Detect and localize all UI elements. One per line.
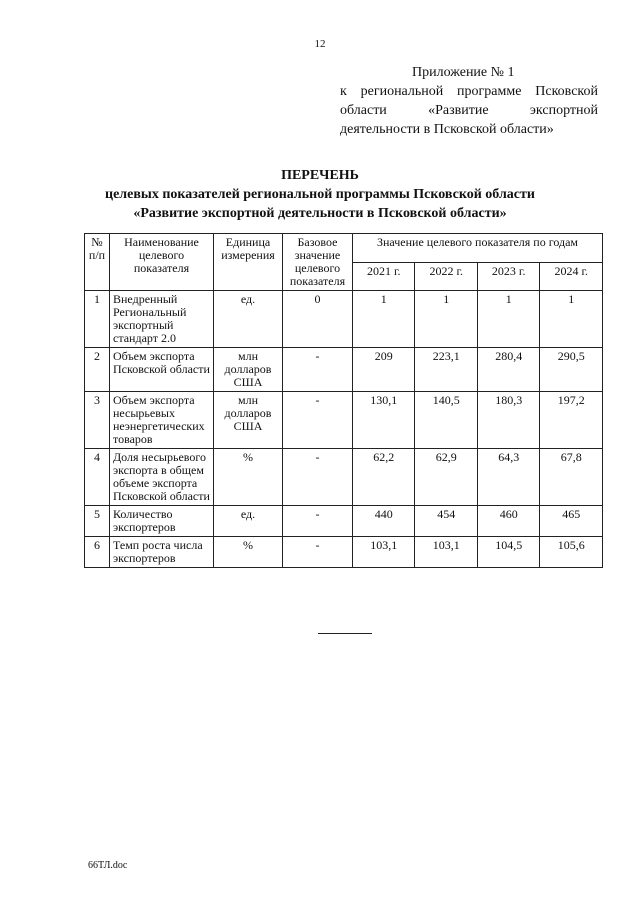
header-base: Базовое значение целевого показателя bbox=[283, 234, 353, 291]
row-value-2022: 223,1 bbox=[415, 348, 477, 392]
row-unit: млн долларов США bbox=[214, 348, 283, 392]
document-title: ПЕРЕЧЕНЬ bbox=[281, 168, 359, 183]
row-base: - bbox=[283, 537, 353, 568]
row-value-2024: 197,2 bbox=[540, 392, 603, 449]
table-row bbox=[85, 291, 603, 348]
row-name: Темп роста числа экспортеров bbox=[110, 537, 214, 568]
row-unit: % bbox=[214, 449, 283, 506]
row-value-2022: 103,1 bbox=[415, 537, 477, 568]
row-value-2023: 1 bbox=[477, 291, 539, 348]
document-subtitle bbox=[80, 185, 560, 223]
row-value-2021: 1 bbox=[353, 291, 415, 348]
row-value-2022: 1 bbox=[415, 291, 477, 348]
header-year-2023: 2023 г. bbox=[477, 262, 539, 291]
row-value-2021: 209 bbox=[353, 348, 415, 392]
row-value-2023: 104,5 bbox=[477, 537, 539, 568]
row-base: - bbox=[283, 506, 353, 537]
row-value-2024: 465 bbox=[540, 506, 603, 537]
row-name: Объем экспорта Псковской области bbox=[110, 348, 214, 392]
row-base: 0 bbox=[283, 291, 353, 348]
row-base: - bbox=[283, 348, 353, 392]
appendix-title: Приложение № 1 bbox=[412, 65, 515, 80]
row-name: Доля несырьевого экспорта в общем объеме экспорта Псковской области bbox=[110, 449, 214, 506]
row-unit: ед. bbox=[214, 291, 283, 348]
header-num: № п/п bbox=[85, 234, 110, 291]
row-num: 3 bbox=[85, 392, 110, 449]
row-name: Количество экспортеров bbox=[110, 506, 214, 537]
indicators-table bbox=[84, 233, 603, 568]
header-values-group: Значение целевого показателя по годам bbox=[353, 234, 603, 263]
row-num: 2 bbox=[85, 348, 110, 392]
row-base: - bbox=[283, 392, 353, 449]
row-num: 4 bbox=[85, 449, 110, 506]
row-value-2021: 62,2 bbox=[353, 449, 415, 506]
closing-rule bbox=[318, 633, 372, 634]
row-value-2022: 140,5 bbox=[415, 392, 477, 449]
row-value-2024: 67,8 bbox=[540, 449, 603, 506]
subtitle-line-2: «Развитие экспортной деятельности в Псковской области» bbox=[133, 206, 507, 221]
row-value-2021: 440 bbox=[353, 506, 415, 537]
page-number: 12 bbox=[314, 38, 326, 50]
row-value-2023: 460 bbox=[477, 506, 539, 537]
subtitle-line-1: целевых показателей региональной программы Псковской области bbox=[105, 187, 535, 202]
row-name: Объем экспорта несырьевых неэнергетических товаров bbox=[110, 392, 214, 449]
appendix-block bbox=[340, 63, 598, 139]
row-unit: % bbox=[214, 537, 283, 568]
row-unit: ед. bbox=[214, 506, 283, 537]
appendix-line-1: к региональной программе Псковской bbox=[340, 84, 598, 99]
header-name: Наименование целевого показателя bbox=[110, 234, 214, 291]
table-row bbox=[85, 506, 603, 537]
row-value-2021: 103,1 bbox=[353, 537, 415, 568]
appendix-line-3: деятельности в Псковской области» bbox=[340, 122, 554, 137]
table-header-row bbox=[85, 234, 603, 263]
row-value-2024: 1 bbox=[540, 291, 603, 348]
row-name: Внедренный Региональный экспортный стандарт 2.0 bbox=[110, 291, 214, 348]
row-value-2022: 62,9 bbox=[415, 449, 477, 506]
table-row bbox=[85, 392, 603, 449]
row-num: 1 bbox=[85, 291, 110, 348]
row-value-2021: 130,1 bbox=[353, 392, 415, 449]
row-value-2023: 280,4 bbox=[477, 348, 539, 392]
header-year-2022: 2022 г. bbox=[415, 262, 477, 291]
header-year-2021: 2021 г. bbox=[353, 262, 415, 291]
appendix-line-2: области «Развитие экспортной bbox=[340, 103, 598, 118]
header-year-2024: 2024 г. bbox=[540, 262, 603, 291]
footer-filename: 66ТЛ.doc bbox=[88, 860, 128, 871]
header-unit: Единица измерения bbox=[214, 234, 283, 291]
row-unit: млн долларов США bbox=[214, 392, 283, 449]
row-value-2023: 180,3 bbox=[477, 392, 539, 449]
table-row bbox=[85, 348, 603, 392]
table-row bbox=[85, 537, 603, 568]
row-value-2024: 105,6 bbox=[540, 537, 603, 568]
row-num: 6 bbox=[85, 537, 110, 568]
row-value-2022: 454 bbox=[415, 506, 477, 537]
row-num: 5 bbox=[85, 506, 110, 537]
table-row bbox=[85, 449, 603, 506]
row-value-2024: 290,5 bbox=[540, 348, 603, 392]
row-base: - bbox=[283, 449, 353, 506]
row-value-2023: 64,3 bbox=[477, 449, 539, 506]
